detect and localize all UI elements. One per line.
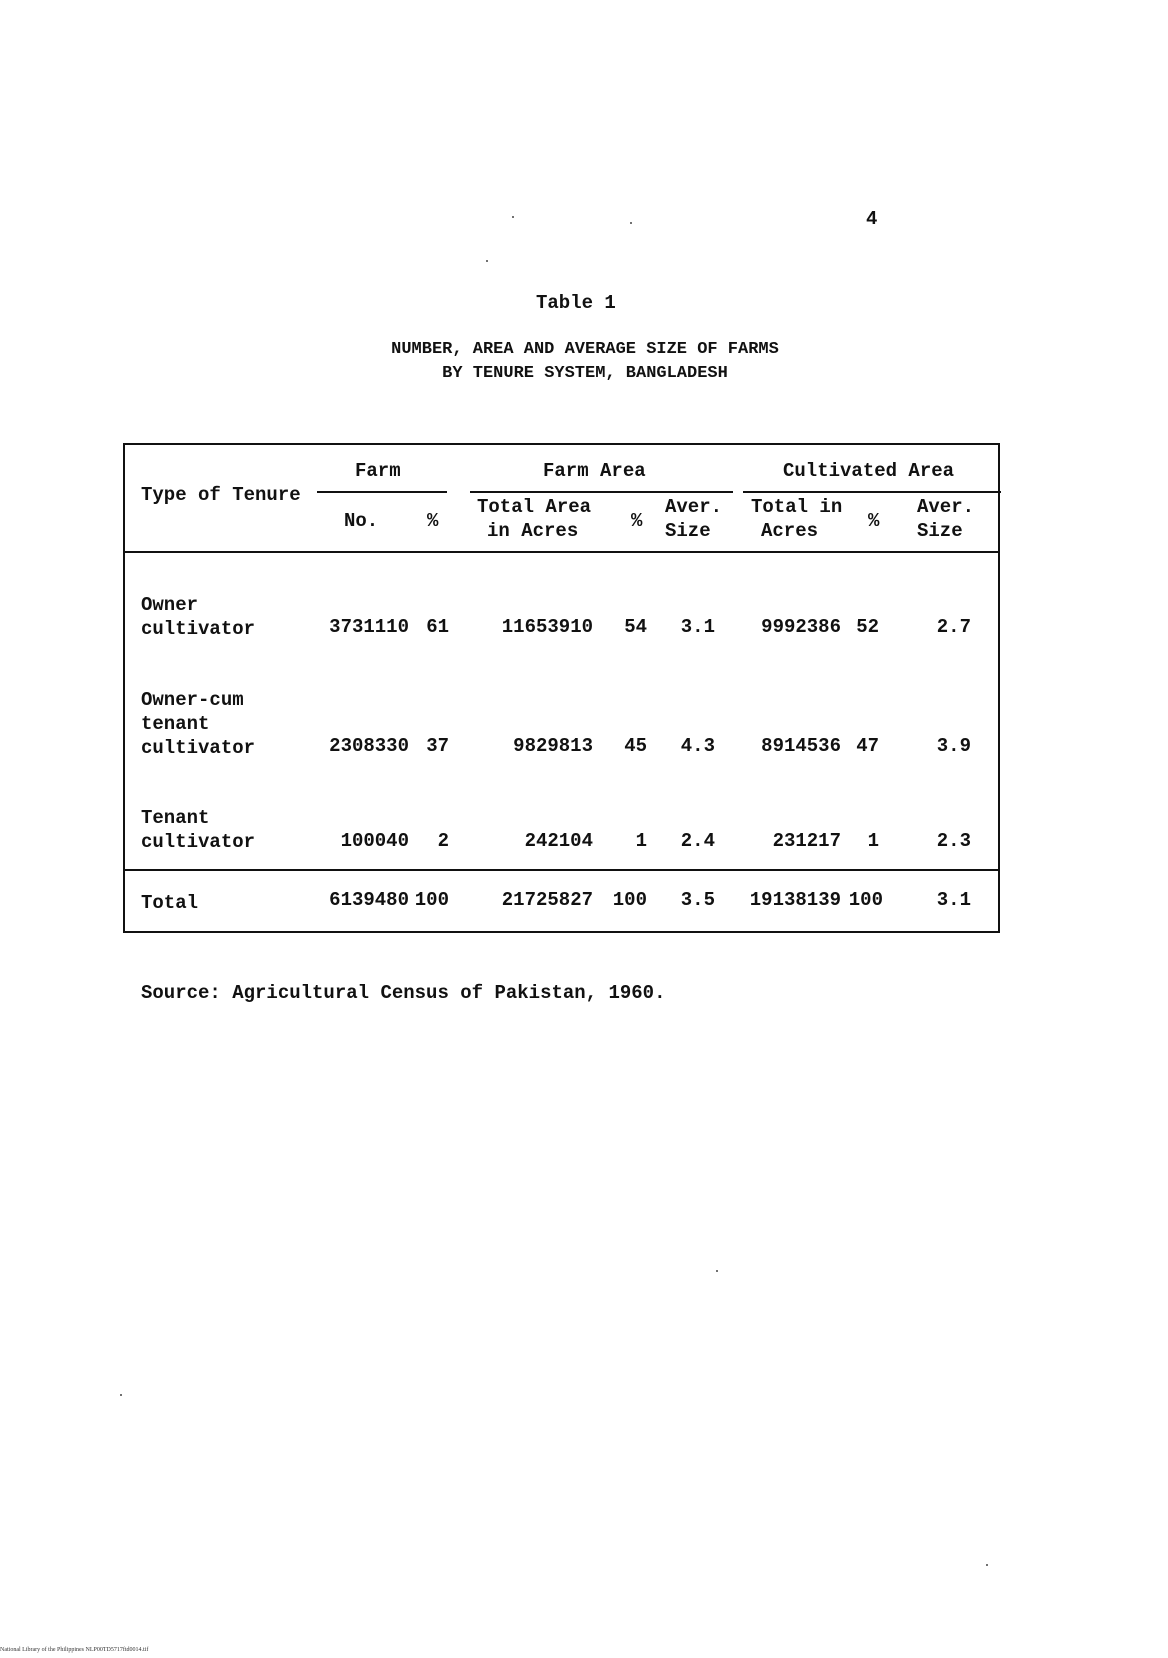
row-1-no: 3731110 — [329, 616, 409, 638]
row-2-label-3: cultivator — [141, 737, 256, 759]
header-rule-cultivated — [743, 491, 1001, 493]
row-1-label-1: Owner — [141, 594, 199, 616]
row-2-cult-total: 8914536 — [761, 735, 841, 757]
table-title — [300, 338, 870, 386]
header-total-area-1: Total Area — [477, 496, 592, 518]
table-label: Table 1 — [536, 292, 616, 314]
total-cult-pct: 100 — [848, 889, 883, 911]
header-total-in-2: Acres — [761, 520, 819, 542]
row-1-total-area: 11653910 — [501, 616, 593, 638]
row-1-farm-pct: 61 — [426, 616, 449, 638]
source-note: Source: Agricultural Census of Pakistan, 1960. — [141, 982, 666, 1004]
scan-speck — [486, 260, 488, 262]
row-3-cult-total: 231217 — [772, 830, 841, 852]
title-line-1: NUMBER, AREA AND AVERAGE SIZE OF FARMS — [391, 340, 779, 359]
header-rule-farm-area — [470, 491, 733, 493]
total-total-area: 21725827 — [501, 889, 593, 911]
scan-speck — [630, 222, 632, 224]
header-no: No. — [344, 510, 379, 532]
header-area-aver-1: Aver. — [665, 496, 723, 518]
row-2-cult-pct: 47 — [856, 735, 879, 757]
row-3-no: 100040 — [340, 830, 409, 852]
scan-speck — [512, 216, 514, 218]
header-type-of-tenure: Type of Tenure — [141, 484, 301, 506]
total-top-rule — [125, 869, 998, 871]
header-farm: Farm — [355, 460, 401, 482]
row-2-area-pct: 45 — [624, 735, 647, 757]
total-cult-aver: 3.1 — [936, 889, 971, 911]
row-2-total-area: 9829813 — [513, 735, 593, 757]
row-1-cult-total: 9992386 — [761, 616, 841, 638]
row-3-cult-pct: 1 — [867, 830, 879, 852]
header-total-area-2: in Acres — [487, 520, 579, 542]
header-total-in-1: Total in — [751, 496, 843, 518]
row-3-cult-aver: 2.3 — [936, 830, 971, 852]
row-3-label-1: Tenant — [141, 807, 210, 829]
scan-footer: National Library of the Philippines NLP00TD5717ftd0014.tif — [0, 1647, 149, 1653]
page-number: 4 — [866, 208, 878, 230]
header-farm-pct: % — [427, 510, 439, 532]
scan-speck — [120, 1394, 122, 1396]
header-farm-area: Farm Area — [543, 460, 646, 482]
row-2-farm-pct: 37 — [426, 735, 449, 757]
total-area-pct: 100 — [612, 889, 647, 911]
row-1-area-aver: 3.1 — [680, 616, 715, 638]
header-cult-aver-2: Size — [917, 520, 963, 542]
title-line-2: BY TENURE SYSTEM, BANGLADESH — [442, 364, 728, 383]
row-2-area-aver: 4.3 — [680, 735, 715, 757]
row-3-farm-pct: 2 — [437, 830, 449, 852]
header-bottom-rule — [125, 551, 998, 553]
row-2-no: 2308330 — [329, 735, 409, 757]
total-area-aver: 3.5 — [680, 889, 715, 911]
header-cult-aver-1: Aver. — [917, 496, 975, 518]
row-1-area-pct: 54 — [624, 616, 647, 638]
scan-speck — [986, 1564, 988, 1566]
row-3-area-aver: 2.4 — [680, 830, 715, 852]
row-1-label-2: cultivator — [141, 618, 256, 640]
row-3-total-area: 242104 — [524, 830, 593, 852]
header-cultivated-area: Cultivated Area — [783, 460, 955, 482]
row-2-label-1: Owner-cum — [141, 689, 244, 711]
header-cult-pct: % — [868, 510, 880, 532]
scan-speck — [716, 1270, 718, 1272]
header-rule-farm — [317, 491, 447, 493]
total-cult-total: 19138139 — [749, 889, 841, 911]
row-1-cult-aver: 2.7 — [936, 616, 971, 638]
total-farm-pct: 100 — [414, 889, 449, 911]
header-area-pct: % — [631, 510, 643, 532]
row-2-label-2: tenant — [141, 713, 210, 735]
header-area-aver-2: Size — [665, 520, 711, 542]
row-1-cult-pct: 52 — [856, 616, 879, 638]
data-table — [123, 443, 1000, 933]
total-no: 6139480 — [329, 889, 409, 911]
row-3-label-2: cultivator — [141, 831, 256, 853]
row-2-cult-aver: 3.9 — [936, 735, 971, 757]
total-label: Total — [141, 892, 199, 914]
row-3-area-pct: 1 — [635, 830, 647, 852]
